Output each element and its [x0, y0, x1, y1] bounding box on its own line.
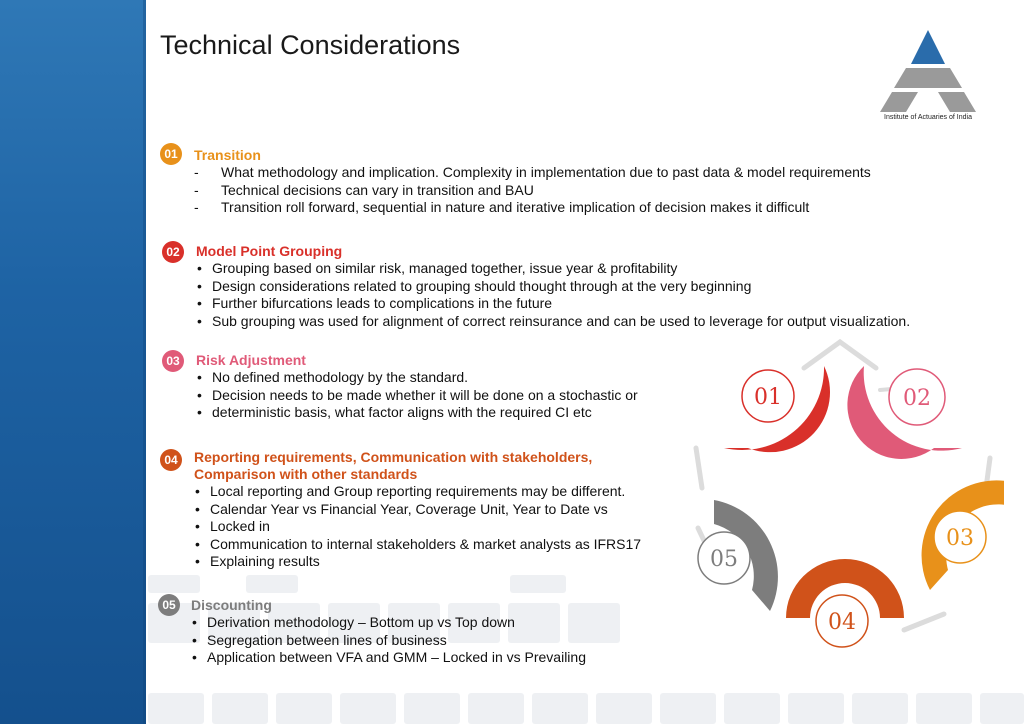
list-item: • Decision needs to be made whether it will be done on a stochastic or — [195, 387, 638, 405]
segment-01-label: 01 — [754, 385, 782, 410]
section-03-list — [195, 369, 638, 422]
section-04-list — [193, 483, 641, 571]
section-05-badge: 05 — [158, 594, 180, 616]
list-item: • Further bifurcations leads to complications in the future — [195, 295, 910, 313]
list-item: - What methodology and implication. Complexity in implementation due to past data & model requirements — [194, 164, 871, 182]
segment-04-label: 04 — [828, 610, 856, 635]
segment-02-label: 02 — [903, 386, 931, 411]
list-item: • No defined methodology by the standard. — [195, 369, 638, 387]
list-item: • Sub grouping was used for alignment of correct reinsurance and can be used to leverage for output visualization. — [195, 313, 910, 331]
section-01-heading: Transition — [194, 147, 261, 163]
left-blue-sidebar — [0, 0, 146, 724]
logo-caption: Institute of Actuaries of India — [884, 114, 972, 121]
list-item: • Calendar Year vs Financial Year, Coverage Unit, Year to Date vs — [193, 501, 641, 519]
list-item: • Communication to internal stakeholders & market analysts as IFRS17 — [193, 536, 641, 554]
section-04-heading-line2: Comparison with other standards — [194, 466, 418, 482]
list-item: • deterministic basis, what factor aligns with the required CI etc — [195, 404, 638, 422]
section-02-list — [195, 260, 910, 330]
list-item: • Grouping based on similar risk, managed together, issue year & profitability — [195, 260, 910, 278]
segment-03-label: 03 — [946, 526, 974, 551]
segment-05-label: 05 — [710, 547, 738, 572]
list-item: • Explaining results — [193, 553, 641, 571]
page-title: Technical Considerations — [160, 30, 461, 60]
section-05-heading: Discounting — [191, 597, 272, 613]
section-01-badge: 01 — [160, 143, 182, 165]
pentagon-cycle-diagram — [690, 338, 1004, 660]
list-item: - Technical decisions can vary in transition and BAU — [194, 182, 871, 200]
section-04-heading: Reporting requirements, Communication with stakeholders, — [194, 449, 593, 465]
list-item: • Local reporting and Group reporting requirements may be different. — [193, 483, 641, 501]
section-05-list — [190, 614, 586, 667]
list-item: • Segregation between lines of business — [190, 632, 586, 650]
list-item: • Derivation methodology – Bottom up vs Top down — [190, 614, 586, 632]
section-02-heading: Model Point Grouping — [196, 243, 343, 259]
list-item: • Locked in — [193, 518, 641, 536]
list-item: - Transition roll forward, sequential in nature and iterative implication of decision makes it difficult — [194, 199, 871, 217]
section-03-badge: 03 — [162, 350, 184, 372]
section-04-badge: 04 — [160, 449, 182, 471]
list-item: • Design considerations related to grouping should thought through at the very beginning — [195, 278, 910, 296]
institute-logo — [876, 26, 980, 126]
section-02-badge: 02 — [162, 241, 184, 263]
section-01-list — [194, 164, 871, 217]
section-03-heading: Risk Adjustment — [196, 352, 306, 368]
list-item: • Application between VFA and GMM – Locked in vs Prevailing — [190, 649, 586, 667]
